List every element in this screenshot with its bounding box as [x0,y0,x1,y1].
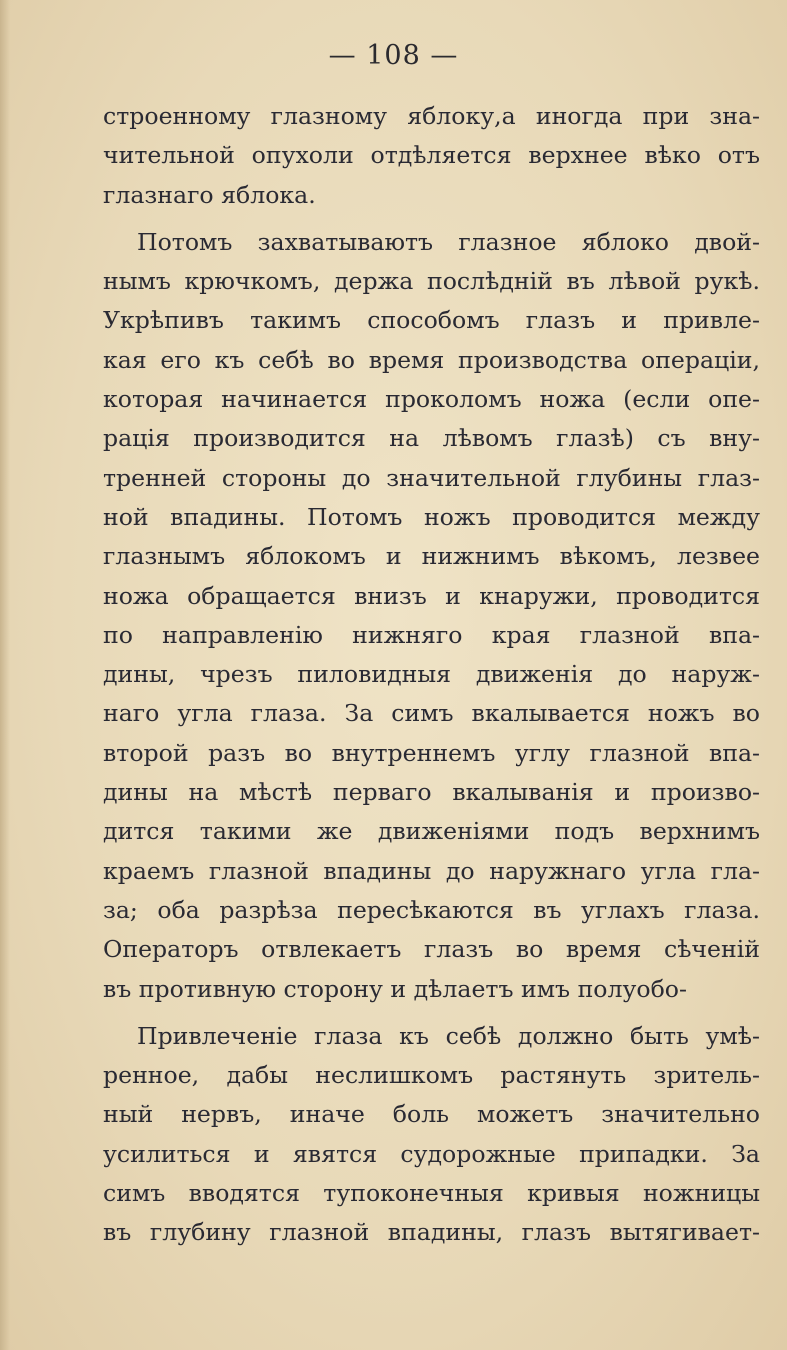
text-line: второй разъ во внутреннемъ углу глазной впа- [103,738,760,767]
text-line: въ глубину глазной впадины, глазъ вытягивает- [103,1218,760,1247]
text-line: дины на мѣстѣ перваго вкалыванiя и произво- [103,778,760,807]
text-line: нымъ крючкомъ, держа послѣднiй въ лѣвой рукѣ. [103,267,760,296]
text-line: глазнымъ яблокомъ и нижнимъ вѣкомъ, лезвее [103,542,760,571]
text-line: чительной опухоли отдѣляется верхнее вѣко отъ [103,141,760,170]
text-line: дины, чрезъ пиловидныя движенiя до наруж- [103,660,760,689]
text-line: ной впадины. Потомъ ножъ проводится между [103,502,760,531]
text-line: которая начинается проколомъ ножа (если опе- [103,385,760,414]
text-line: Потомъ захватываютъ глазное яблоко двой- [137,227,760,256]
text-line: Укрѣпивъ такимъ способомъ глазъ и привле- [103,306,760,335]
body-text [103,97,760,1253]
text-line: наго угла глаза. За симъ вкалывается ножъ во [103,699,760,728]
paragraph [103,1017,760,1253]
text-line: по направленiю нижняго края глазной впа- [103,620,760,649]
text-line: ножа обращается внизъ и кнаружи, проводится [103,581,760,610]
text-line: кая его къ себѣ во время производства операцiи, [103,345,760,374]
text-line: Привлеченiе глаза къ себѣ должно быть умѣ- [137,1021,760,1050]
text-line: ный нервъ, иначе боль можетъ значительно [103,1100,760,1129]
paragraph [103,223,760,1009]
text-line: тренней стороны до значительной глубины глаз- [103,463,760,492]
page-number: — 108 — [328,40,459,71]
text-line: усилиться и явятся судорожные припадки. За [103,1139,760,1168]
text-line: краемъ глазной впадины до наружнаго угла гла- [103,856,760,885]
text-line: за; оба разрѣза пересѣкаются въ углахъ глаза. [103,895,760,924]
text-line: въ противную сторону и дѣлаетъ имъ полуобо- [103,974,687,1003]
text-line: глазнаго яблока. [103,180,316,209]
paragraph [103,97,760,215]
text-line: ренное, дабы неслишкомъ растянуть зритель- [103,1061,760,1090]
text-line: строенному глазному яблоку,а иногда при зна- [103,102,760,130]
text-line: Операторъ отвлекаетъ глазъ во время сѣченiй [103,935,760,964]
text-line: рацiя производится на лѣвомъ глазѣ) съ вну- [103,424,760,453]
page-gutter-shadow [0,0,10,1350]
text-line: симъ вводятся тупоконечныя кривыя ножницы [103,1179,760,1208]
text-line: дится такими же движенiями подъ верхнимъ [103,817,760,846]
